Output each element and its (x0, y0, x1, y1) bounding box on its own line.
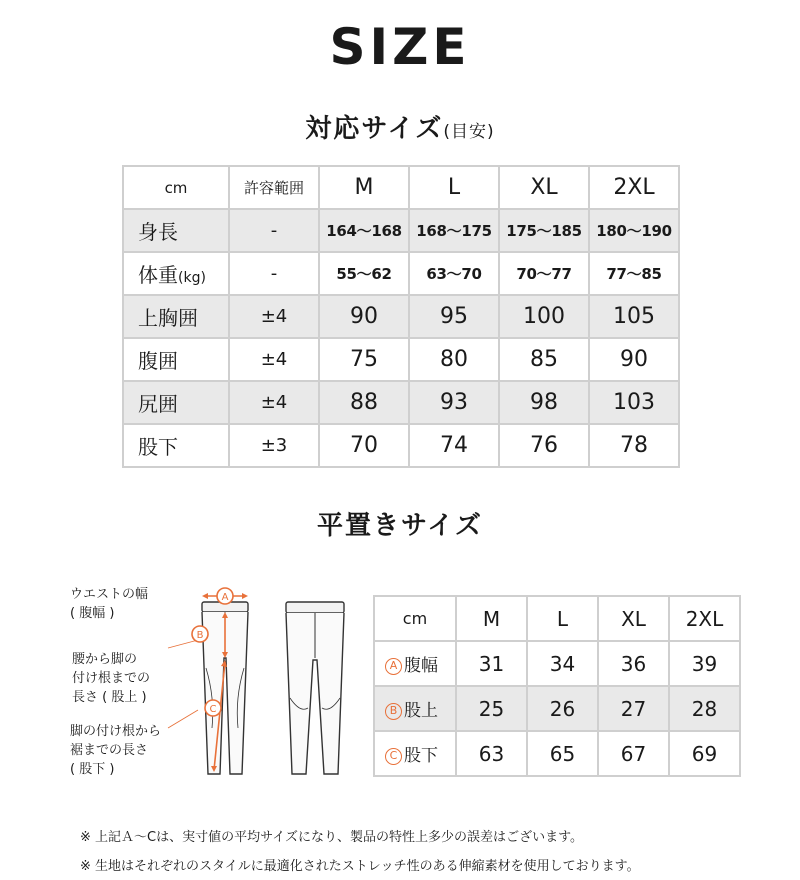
svg-text:A: A (221, 592, 229, 603)
diagram-label-b-line1: 腰から脚の (72, 652, 138, 667)
svg-text:C: C (209, 704, 217, 715)
value-cell: 88 (319, 381, 409, 424)
value-cell: 98 (499, 381, 589, 424)
row-label-text: 尻囲 (138, 392, 178, 416)
size-section-title-text: 対応サイズ (305, 114, 444, 144)
tolerance-cell: ±4 (229, 338, 319, 381)
value-cell: 70 (319, 424, 409, 467)
tolerance-cell: ±4 (229, 381, 319, 424)
value-cell: 34 (527, 641, 598, 686)
diagram-label-c-line1: 脚の付け根から (70, 724, 162, 739)
tolerance-cell: - (229, 252, 319, 295)
table-row (123, 338, 679, 381)
value-cell: 39 (669, 641, 740, 686)
value-cell: 75 (319, 338, 409, 381)
value-cell: 80 (409, 338, 499, 381)
row-label-text: 腹囲 (138, 349, 178, 373)
diagram-label-c (70, 722, 161, 779)
row-label-hip (123, 381, 229, 424)
size-header-m: M (319, 166, 409, 209)
value-cell: 55～62 (319, 252, 409, 295)
flat-header-2xl: 2XL (669, 596, 740, 641)
value-cell: 168～175 (409, 209, 499, 252)
marker-c-icon (205, 700, 221, 716)
marker-b-icon (192, 626, 208, 642)
value-cell: 28 (669, 686, 740, 731)
page-title: SIZE (329, 18, 471, 76)
tolerance-cell: ±3 (229, 424, 319, 467)
row-label-unit: (kg) (178, 270, 206, 286)
size-header-xl: XL (499, 166, 589, 209)
value-cell: 105 (589, 295, 679, 338)
diagram-label-a-line1: ウエストの幅 (70, 587, 149, 602)
note-1: ※ 上記Ａ～Cは、実寸値の平均サイズになり、製品の特性上多少の誤差はございます。 (80, 830, 584, 845)
value-cell: 31 (456, 641, 527, 686)
size-table-header-row (123, 166, 679, 209)
row-label-text: 体重 (138, 263, 178, 287)
row-label-waist (123, 338, 229, 381)
diagram-label-c-line2: 裾までの長さ (70, 743, 149, 758)
row-label-waist-width (374, 641, 456, 686)
flat-header-m: M (456, 596, 527, 641)
value-cell: 27 (598, 686, 669, 731)
value-cell: 67 (598, 731, 669, 776)
value-cell: 100 (499, 295, 589, 338)
svg-text:B: B (196, 630, 204, 641)
diagram-label-c-line3: ( 股下 ) (70, 762, 115, 777)
row-label-height (123, 209, 229, 252)
size-section-title-note: (目安) (443, 122, 495, 142)
back-pants-icon (286, 602, 344, 774)
pants-diagram (150, 578, 360, 788)
row-label-rise (374, 686, 456, 731)
table-row (123, 209, 679, 252)
value-cell: 65 (527, 731, 598, 776)
value-cell: 85 (499, 338, 589, 381)
diagram-label-b-line2: 付け根までの (72, 671, 151, 686)
row-label-text: 股上 (404, 701, 438, 721)
value-cell: 63 (456, 731, 527, 776)
value-cell: 93 (409, 381, 499, 424)
size-section-title (0, 108, 800, 145)
value-cell: 164～168 (319, 209, 409, 252)
size-table (122, 165, 680, 468)
value-cell: 175～185 (499, 209, 589, 252)
table-row (123, 295, 679, 338)
value-cell: 95 (409, 295, 499, 338)
table-row (374, 731, 740, 776)
diagram-label-b-line3: 長さ ( 股上 ) (72, 690, 147, 705)
row-label-text: 上胸囲 (138, 306, 198, 330)
row-label-weight (123, 252, 229, 295)
tolerance-cell: ±4 (229, 295, 319, 338)
value-cell: 78 (589, 424, 679, 467)
marker-a-badge: A (385, 658, 402, 675)
marker-b-badge: B (385, 703, 402, 720)
row-label-text: 腹幅 (404, 656, 438, 676)
size-header-l: L (409, 166, 499, 209)
value-cell: 69 (669, 731, 740, 776)
value-cell: 76 (499, 424, 589, 467)
row-label-text: 股下 (138, 435, 178, 459)
marker-c-badge: C (385, 748, 402, 765)
value-cell: 180～190 (589, 209, 679, 252)
diagram-label-b (72, 650, 150, 707)
table-row (374, 641, 740, 686)
value-cell: 103 (589, 381, 679, 424)
size-table-unit-header: cm (123, 166, 229, 209)
table-row (123, 424, 679, 467)
diagram-label-a (70, 585, 148, 623)
value-cell: 36 (598, 641, 669, 686)
row-label-text: 身長 (138, 220, 178, 244)
value-cell: 77～85 (589, 252, 679, 295)
table-row (374, 686, 740, 731)
size-header-2xl: 2XL (589, 166, 679, 209)
value-cell: 26 (527, 686, 598, 731)
value-cell: 90 (589, 338, 679, 381)
marker-a-icon (217, 588, 233, 604)
value-cell: 63～70 (409, 252, 499, 295)
diagram-label-a-line2: ( 腹幅 ) (70, 606, 115, 621)
table-row (123, 252, 679, 295)
flat-section-title: 平置きサイズ (317, 511, 483, 541)
table-row (123, 381, 679, 424)
flat-header-l: L (527, 596, 598, 641)
note-2: ※ 生地はそれぞれのスタイルに最適化されたストレッチ性のある伸縮素材を使用しております。 (80, 859, 640, 874)
size-table-tolerance-header: 許容範囲 (229, 166, 319, 209)
value-cell: 25 (456, 686, 527, 731)
flat-table-unit-header: cm (374, 596, 456, 641)
flat-header-xl: XL (598, 596, 669, 641)
row-label-text: 股下 (404, 746, 438, 766)
row-label-inseam (123, 424, 229, 467)
tolerance-cell: - (229, 209, 319, 252)
value-cell: 74 (409, 424, 499, 467)
row-label-chest (123, 295, 229, 338)
value-cell: 70～77 (499, 252, 589, 295)
flat-table-header-row (374, 596, 740, 641)
flat-size-table (373, 595, 741, 777)
row-label-inseam (374, 731, 456, 776)
value-cell: 90 (319, 295, 409, 338)
